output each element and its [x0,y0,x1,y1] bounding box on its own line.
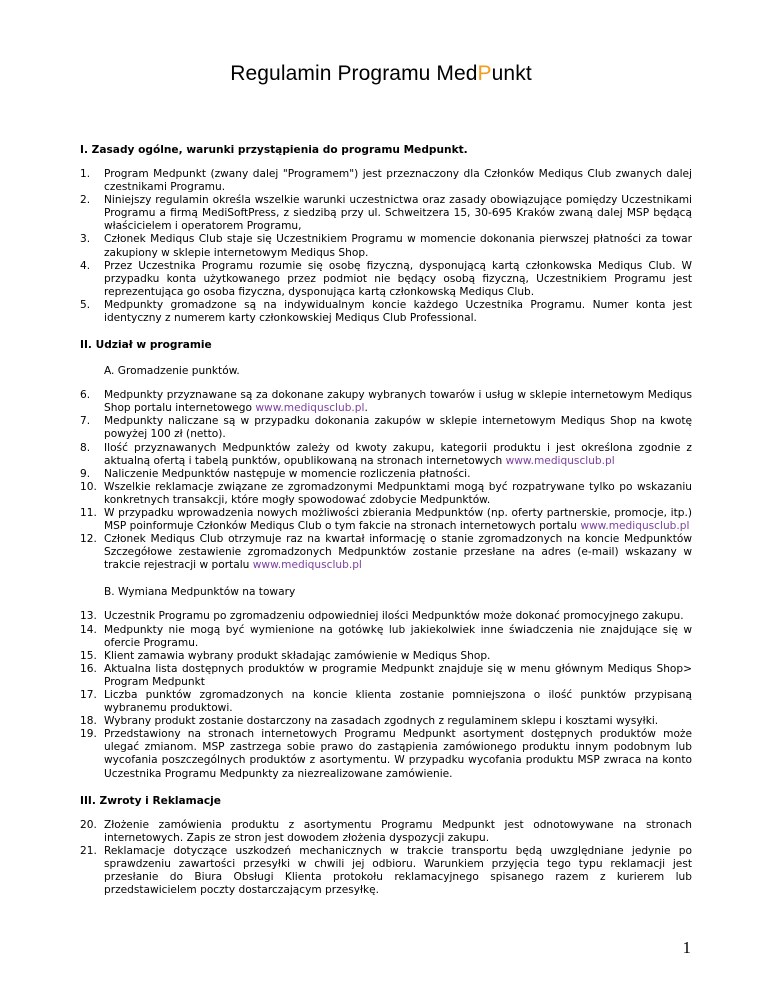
list-item-number: 19. [80,728,97,741]
list-item-text: Liczba punktów zgromadzonych na koncie klienta zostanie pomniejszona o ilość punktów przypisaną wybranemu produktowi. [104,689,692,715]
list-item [80,260,692,299]
list-item [80,415,692,441]
website-link[interactable]: www.mediqusclub.pl [252,559,362,572]
document-title [70,62,692,86]
list-item-text: Uczestnik Programu po zgromadzeniu odpowiedniej ilości Medpunktów może dokonać promocyjnego zakupu. [104,610,684,623]
list-item-text: Niniejszy regulamin określa wszelkie warunki uczestnictwa oraz zasady obowiązujące pomiędzy Uczestnikami Programu a firmą MediSoftPress, z siedzibą przy ul. Schweitzera 15, 30-695 Kraków zwaną dalej MSP będącą właścicielem i operatorem Programu, [104,194,692,233]
list-item [80,715,692,728]
list-item-text: Wszelkie reklamacje związane ze zgromadzonymi Medpunktami mogą być rozpatrywane tylko po wskazaniu konkretnych transakcji, które mogły spowodować zdobycie Medpunktów. [104,480,692,506]
list-item-number: 18. [80,715,97,728]
document-page [80,62,692,897]
list-item-number: 5. [80,298,91,311]
list-item-number: 9. [80,467,91,480]
list-item-text: Wybrany produkt zostanie dostarczony na zasadach zgodnych z regulaminem sklepu i kosztami wysyłki. [104,715,659,728]
list-item-number: 8. [80,441,91,454]
website-link[interactable]: www.mediqusclub.pl [255,402,365,415]
list-item [80,299,692,325]
list-item-text: Reklamacje dotyczące uszkodzeń mechanicznych w trakcie transportu będą uwzględniane jedynie po sprawdzeniu zawartości przesyłki w chwili jej odbioru. Warunkiem przyjęcia tego typu reklamacji jest przesłanie do Biura Obsługi Klienta protokołu reklamacyjnego spisanego razem z kurierem lub przedstawicielem poczty dostarczającym przesyłkę. [104,844,692,897]
website-link[interactable]: www.mediqusclub.pl [505,454,615,467]
list-item [80,728,692,780]
list-item-text: Program Medpunkt (zwany dalej "Programem") jest przeznaczony dla Członków Mediqus Club zwanych dalej czestnikami Programu. [104,168,692,194]
list-item-number: 12. [80,533,97,546]
list-item [80,845,692,897]
list-item-number: 10. [80,480,97,493]
list-item-text: Medpunkty nie mogą być wymienione na gotówkę lub jakiekolwiek inne świadczenia nie znajdujące się w ofercie Programu. [104,623,692,649]
section-heading-1: I. Zasady ogólne, warunki przystąpienia do programu Medpunkt. [80,144,468,156]
page-number: 1 [682,938,691,957]
list-item [80,481,692,507]
section-heading-3: III. Zwroty i Reklamacje [80,794,221,807]
list-item-text: Medpunkty gromadzone są na indywidualnym koncie każdego Uczestnika Programu. Numer konta jest identyczny z numerem karty członkowskiej Mediqus Club Professional. [104,298,692,325]
list-item-number: 16. [80,662,97,675]
list-item-text: Medpunkty przyznawane są za dokonane zakupy wybranych towarów i usług w sklepie internetowym Mediqus Shop portalu internetowego [104,389,692,415]
list-item-text: Klient zamawia wybrany produkt składając zamówienie w Mediqus Shop. [104,649,491,662]
list-item-text: W przypadku wprowadzenia nowych możliwości zbierania Medpunktów (np. oferty partnerskie, promocje, itp.) MSP poinformuje Członków Mediqus Club o tym fakcie na stronach internetowych portalu [104,506,692,533]
list-item-punct: . [364,402,368,415]
list-item [80,507,692,533]
list-item-number: 7. [80,415,91,428]
list-item-text: Ilość przyznawanych Medpunktów zależy od kwoty zakupu, kategorii produktu i jest określona zgodnie z aktualną ofertą i tabelą punktów, opublikowaną na stronach internetowych [104,441,692,467]
title-text-accent: P [477,62,492,85]
list-item-text: Złożenie zamówienia produktu z asortymentu Programu Medpunkt jest odnotowywane na stronach internetowych. Zapis ze stron jest dowodem złożenia dyspozycji zakupu. [104,818,692,844]
list-item [80,233,692,259]
list-item-number: 3. [80,233,91,246]
subsection-b-heading: B. Wymiana Medpunktów na towary [104,586,296,599]
list-item-number: 1. [80,168,91,180]
list-item-text: Aktualna lista dostępnych produktów w programie Medpunkt znajduje się w menu głównym Mediqus Shop> Program Medpunkt [104,662,692,688]
list-item-text: Przedstawiony na stronach internetowych Programu Medpunkt asortyment dostępnych produktów może ulegać zmianom. MSP zastrzega sobie prawo do zastąpienia zamówionego produktu innym podobnym lub wycofania poszczególnych produktów z asortymentu. W przypadku wycofania produktu MSP zwraca na konto Uczestnika Programu Medpunkty za niezrealizowane zamówienie. [104,728,692,780]
website-link[interactable]: www.mediqusclub.pl [580,520,690,533]
list-item-number: 6. [80,389,91,402]
list-item-text: Członek Mediqus Club staje się Uczestnikiem Programu w momencie dokonania pierwszej płatności za towar zakupiony w sklepie internetowym Mediqus Shop. [104,233,692,259]
section2a-list [80,389,692,572]
list-item [80,389,692,415]
list-item [80,194,692,233]
list-item-number: 4. [80,259,91,272]
list-item [80,168,692,194]
title-text-end: unkt [491,62,532,85]
list-item-number: 11. [80,506,97,519]
list-item [80,468,692,481]
list-item-number: 2. [80,194,91,207]
list-item-number: 13. [80,610,97,623]
list-item-text: Przez Uczestnika Programu rozumie się osobę fizyczną, dysponującą kartą członkowska Mediqus Club. W przypadku konta użytkowanego przez podmiot nie będący osobą fizyczną, Uczestnikiem Programu jest reprezentująca go osoba fizyczna, dysponująca kartą członkowską Mediqus Club. [104,259,692,298]
list-item [80,819,692,845]
section2b-list [80,610,692,780]
list-item [80,663,692,689]
title-text-main: Regulamin Programu Med [230,62,478,85]
list-item-number: 15. [80,649,97,662]
list-item [80,624,692,650]
subsection-a-heading: A. Gromadzenie punktów. [104,365,240,378]
list-item-text: Naliczenie Medpunktów następuje w momencie rozliczenia płatności. [104,467,471,480]
list-item [80,650,692,663]
section-heading-2: II. Udział w programie [80,339,212,352]
section3-list [80,819,692,898]
list-item-number: 20. [80,818,97,831]
list-item [80,689,692,715]
list-item-number: 21. [80,844,97,857]
list-item-number: 14. [80,623,97,636]
list-item-text: Członek Mediqus Club otrzymuje raz na kwartał informację o stanie zgromadzonych na koncie Medpunktów Szczegółowe zestawienie zgromadzonych Medpunktów zostanie przesłane na adres (e-mail) wskazany w trakcie rejestracji w portalu [104,533,692,572]
list-item [80,533,692,572]
list-item-text: Medpunkty naliczane są w przypadku dokonania zakupów w sklepie internetowym Mediqus Shop na kwotę powyżej 100 zł (netto). [104,415,692,441]
list-item-number: 17. [80,689,97,701]
list-item [80,610,692,623]
section1-list [80,168,692,325]
list-item [80,442,692,468]
